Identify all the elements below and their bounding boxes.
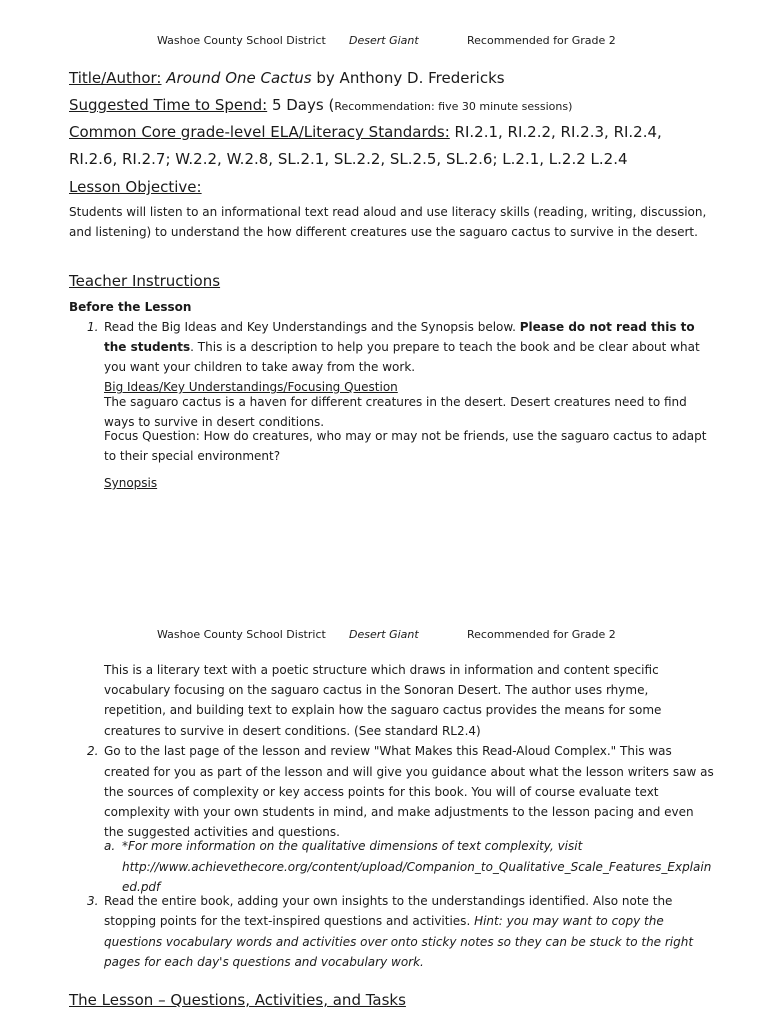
synopsis-heading: Synopsis <box>104 476 158 490</box>
item-2-number: 2. <box>87 744 99 758</box>
item-2a-number: a. <box>104 839 116 853</box>
suggested-time-line <box>69 96 572 114</box>
synopsis-line-3: repetition, and building text to explain how the saguaro cactus provides the means for some <box>104 703 662 717</box>
big-ideas-line-2: ways to survive in desert conditions. <box>104 415 325 429</box>
standards-line-2: RI.2.6, RI.2.7; W.2.2, W.2.8, SL.2.1, SL.2.2, SL.2.5, SL.2.6; L.2.1, L.2.2 L.2.4 <box>69 150 628 168</box>
lesson-objective-label: Lesson Objective: <box>69 178 202 196</box>
header-book-title-2: Desert Giant <box>349 628 419 641</box>
item-2-line-3: the sources of complexity or key access points for this book. You will of course evaluate text <box>104 785 659 799</box>
standards-label: Common Core grade-level ELA/Literacy Standards: <box>69 123 450 141</box>
suggested-time-label: Suggested Time to Spend: <box>69 96 268 114</box>
item-2-line-5: the suggested activities and questions. <box>104 825 340 839</box>
standards-list-1: RI.2.1, RI.2.2, RI.2.3, RI.2.4, <box>449 123 662 141</box>
objective-text-2: and listening) to understand the how different creatures use the saguaro cactus to survive in the desert. <box>69 225 698 239</box>
item-3-line-1: Read the entire book, adding your own insights to the understandings identified. Also note the <box>104 894 673 908</box>
standards-line-1 <box>69 123 662 141</box>
item-2-line-2: created for you as part of the lesson and will give you guidance about what the lesson writers saw as <box>104 765 714 779</box>
big-ideas-heading: Big Ideas/Key Understandings/Focusing Question <box>104 380 398 394</box>
item-1-number: 1. <box>87 320 99 334</box>
item-1-line-2: the students. This is a description to help you prepare to teach the book and be clear about what <box>104 340 700 354</box>
book-author: by Anthony D. Fredericks <box>311 69 505 87</box>
header-grade: Recommended for Grade 2 <box>467 34 616 47</box>
item-3-line-4: pages for each day's questions and vocabulary work. <box>104 955 424 969</box>
before-lesson-heading: Before the Lesson <box>69 300 192 314</box>
suggested-time-value: 5 Days ( <box>267 96 335 114</box>
item-2a-link-line-2[interactable]: ed.pdf <box>122 880 161 894</box>
synopsis-line-1: This is a literary text with a poetic structure which draws in information and content specific <box>104 663 659 677</box>
header-grade-2: Recommended for Grade 2 <box>467 628 616 641</box>
focus-question-line-2: to their special environment? <box>104 449 281 463</box>
item-1-line-3: you want your children to take away from the work. <box>104 360 416 374</box>
focus-question-line-1: Focus Question: How do creatures, who may or may not be friends, use the saguaro cactus to adapt <box>104 429 707 443</box>
header-book-title: Desert Giant <box>349 34 419 47</box>
title-author-label: Title/Author: <box>69 69 162 87</box>
suggested-time-note: Recommendation: five 30 minute sessions) <box>334 100 573 113</box>
synopsis-line-4: creatures to survive in desert conditions. (See standard RL2.4) <box>104 724 481 738</box>
teacher-instructions-heading: Teacher Instructions <box>69 272 221 290</box>
item-1-line-1: Read the Big Ideas and Key Understandings and the Synopsis below. Please do not read this to <box>104 320 695 334</box>
item-3-number: 3. <box>87 894 99 908</box>
item-2-line-1: Go to the last page of the lesson and review "What Makes this Read-Aloud Complex." This was <box>104 744 672 758</box>
item-2a-link-line-1[interactable]: http://www.achievethecore.org/content/upload/Companion_to_Qualitative_Scale_Features_Explain <box>122 860 712 874</box>
item-2-line-4: complexity with your own students in mind, and make adjustments to the lesson pacing and even <box>104 805 694 819</box>
objective-text-1: Students will listen to an informational text read aloud and use literacy skills (reading, writing, discussion, <box>69 205 707 219</box>
item-3-line-2: stopping points for the text-inspired questions and activities. Hint: you may want to copy the <box>104 914 664 928</box>
header-district: Washoe County School District <box>157 34 326 47</box>
title-author-line <box>69 69 505 87</box>
big-ideas-line-1: The saguaro cactus is a haven for different creatures in the desert. Desert creatures need to find <box>104 395 687 409</box>
book-title: Around One Cactus <box>166 69 312 87</box>
synopsis-line-2: vocabulary focusing on the saguaro cactus in the Sonoran Desert. The author uses rhyme, <box>104 683 649 697</box>
item-3-line-3: questions vocabulary words and activities over onto sticky notes so they can be stuck to the right <box>104 935 694 949</box>
lesson-heading: The Lesson – Questions, Activities, and Tasks <box>69 991 406 1009</box>
header-district-2: Washoe County School District <box>157 628 326 641</box>
item-2a-line-1: *For more information on the qualitative dimensions of text complexity, visit <box>122 839 583 853</box>
